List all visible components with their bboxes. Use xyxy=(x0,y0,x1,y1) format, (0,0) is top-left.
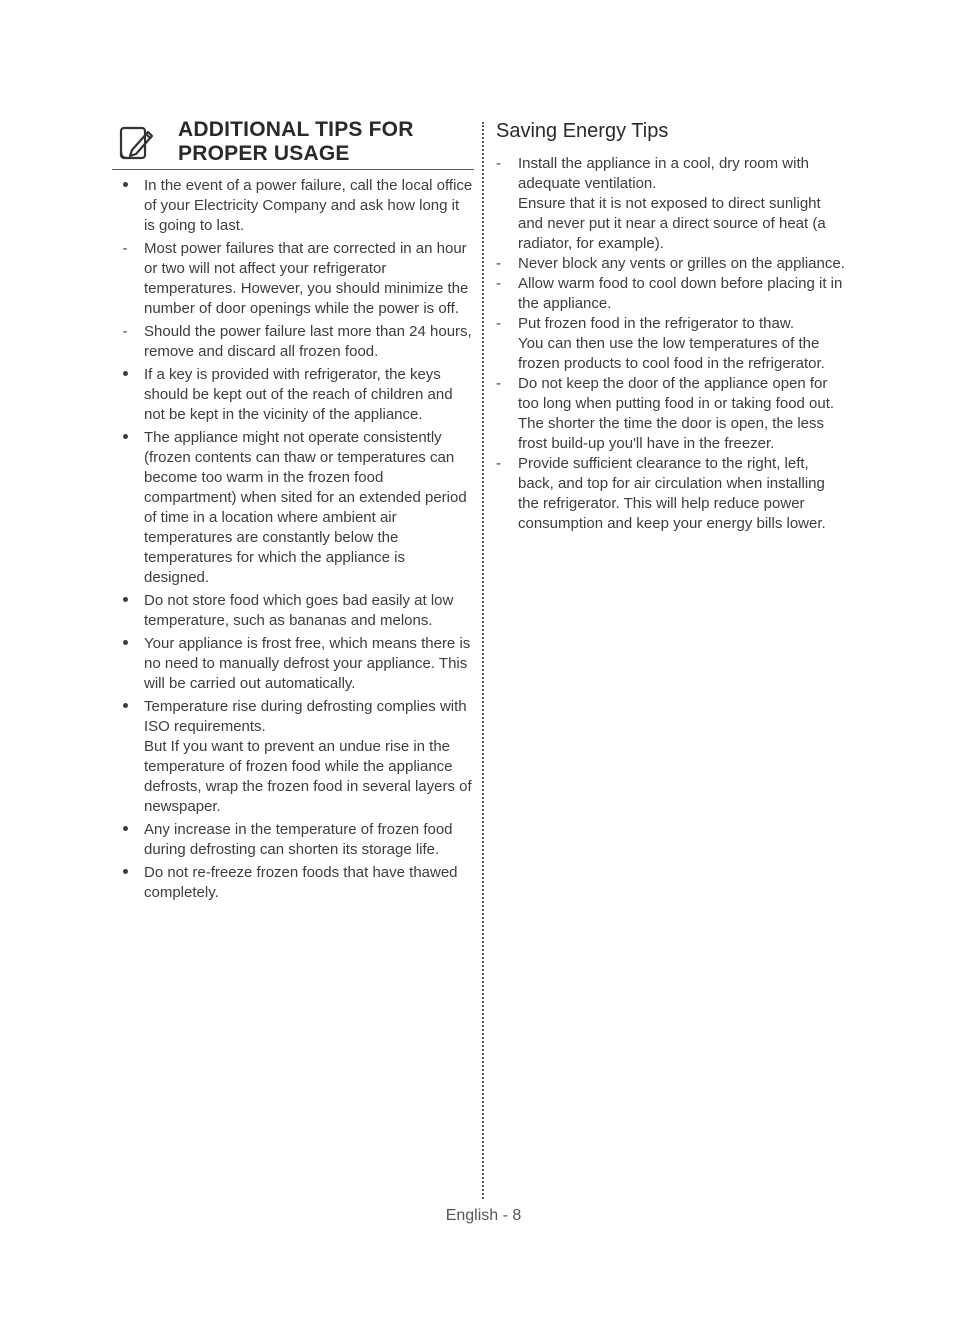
bullet-marker xyxy=(118,591,132,611)
list-item-text: In the event of a power failure, call the local office of your Electricity Company and ask how long it is going to last. xyxy=(144,177,473,234)
list-item xyxy=(112,863,474,903)
list-item-text: Provide sufficient clearance to the right, left, back, and top for air circulation when installing the refrigerator. This will help reduce power consumption and keep your energy bills lower. xyxy=(518,455,826,532)
list-item xyxy=(496,254,848,274)
list-item-text: Do not store food which goes bad easily at low temperature, such as bananas and melons. xyxy=(144,592,454,629)
list-item-text: Any increase in the temperature of frozen food during defrosting can shorten its storage life. xyxy=(144,821,453,858)
list-item-text: Install the appliance in a cool, dry room with adequate ventilation. xyxy=(518,155,809,192)
saving-energy-section xyxy=(496,118,848,534)
list-item-text: Ensure that it is not exposed to direct sunlight and never put it near a direct source of heat (a radiator, for example). xyxy=(518,195,826,252)
dash-marker xyxy=(496,454,501,474)
section-title-line2: PROPER USAGE xyxy=(178,142,350,165)
list-item-text: Put frozen food in the refrigerator to thaw. xyxy=(518,315,794,332)
list-item xyxy=(112,365,474,425)
list-item xyxy=(496,274,848,314)
bullet-marker xyxy=(118,176,132,196)
list-item-text: Do not keep the door of the appliance open for too long when putting food in or taking food out. xyxy=(518,375,835,412)
list-item-text: Should the power failure last more than 24 hours, remove and discard all frozen food. xyxy=(144,323,472,360)
note-pencil-icon xyxy=(118,124,158,164)
list-item xyxy=(112,239,474,319)
saving-energy-heading: Saving Energy Tips xyxy=(496,120,669,142)
list-item-text: Most power failures that are corrected in an hour or two will not affect your refrigerator temperatures. However, you should minimize the number of door openings while the power is off. xyxy=(144,240,469,317)
list-item-text: The shorter the time the door is open, the less frost build-up you'll have in the freezer. xyxy=(518,415,824,452)
dash-marker xyxy=(496,374,501,394)
list-item xyxy=(496,314,848,374)
column-divider xyxy=(482,122,484,1199)
bullet-marker xyxy=(118,863,132,883)
list-item-text: Do not re-freeze frozen foods that have thawed completely. xyxy=(144,864,458,901)
list-item xyxy=(112,176,474,236)
list-item xyxy=(112,428,474,588)
page-footer: English - 8 xyxy=(445,1207,522,1224)
bullet-marker xyxy=(118,820,132,840)
list-item-text: You can then use the low temperatures of the frozen products to cool food in the refrigerator. xyxy=(518,335,825,372)
bullet-marker xyxy=(118,634,132,654)
saving-energy-list xyxy=(496,154,848,534)
list-item xyxy=(112,697,474,817)
list-item-text: Allow warm food to cool down before placing it in the appliance. xyxy=(518,275,843,312)
bullet-marker xyxy=(118,697,132,717)
dash-marker xyxy=(496,254,501,274)
bullet-marker xyxy=(118,428,132,448)
list-item-text: Temperature rise during defrosting complies with ISO requirements. xyxy=(144,698,467,735)
additional-tips-section xyxy=(112,118,474,906)
list-item xyxy=(496,454,848,534)
section-title xyxy=(178,118,474,166)
list-item xyxy=(496,374,848,454)
dash-marker xyxy=(496,274,501,294)
additional-tips-list xyxy=(112,176,474,903)
list-item-text: Never block any vents or grilles on the appliance. xyxy=(518,255,845,272)
dash-marker xyxy=(118,322,132,342)
dash-marker xyxy=(496,314,501,334)
list-item xyxy=(112,591,474,631)
section-heading-block xyxy=(112,118,474,170)
dash-marker xyxy=(118,239,132,259)
list-item-text: But If you want to prevent an undue rise in the temperature of frozen food while the appliance defrosts, wrap the frozen food in several layers of newspaper. xyxy=(144,738,472,815)
list-item xyxy=(496,154,848,254)
list-item-text: If a key is provided with refrigerator, the keys should be kept out of the reach of children and not be kept in the vicinity of the appliance. xyxy=(144,366,453,423)
list-item xyxy=(112,634,474,694)
section-title-line1: ADDITIONAL TIPS FOR xyxy=(178,118,414,141)
dash-marker xyxy=(496,154,501,174)
list-item-text: Your appliance is frost free, which means there is no need to manually defrost your appliance. This will be carried out automatically. xyxy=(144,635,471,692)
bullet-marker xyxy=(118,365,132,385)
list-item xyxy=(112,322,474,362)
list-item-text: The appliance might not operate consistently (frozen contents can thaw or temperatures can become too warm in the frozen food compartment) when sited for an extended period of time in a location where ambient air temperatures are constantly below the temperatures for which the appliance is designed. xyxy=(144,429,467,586)
list-item xyxy=(112,820,474,860)
